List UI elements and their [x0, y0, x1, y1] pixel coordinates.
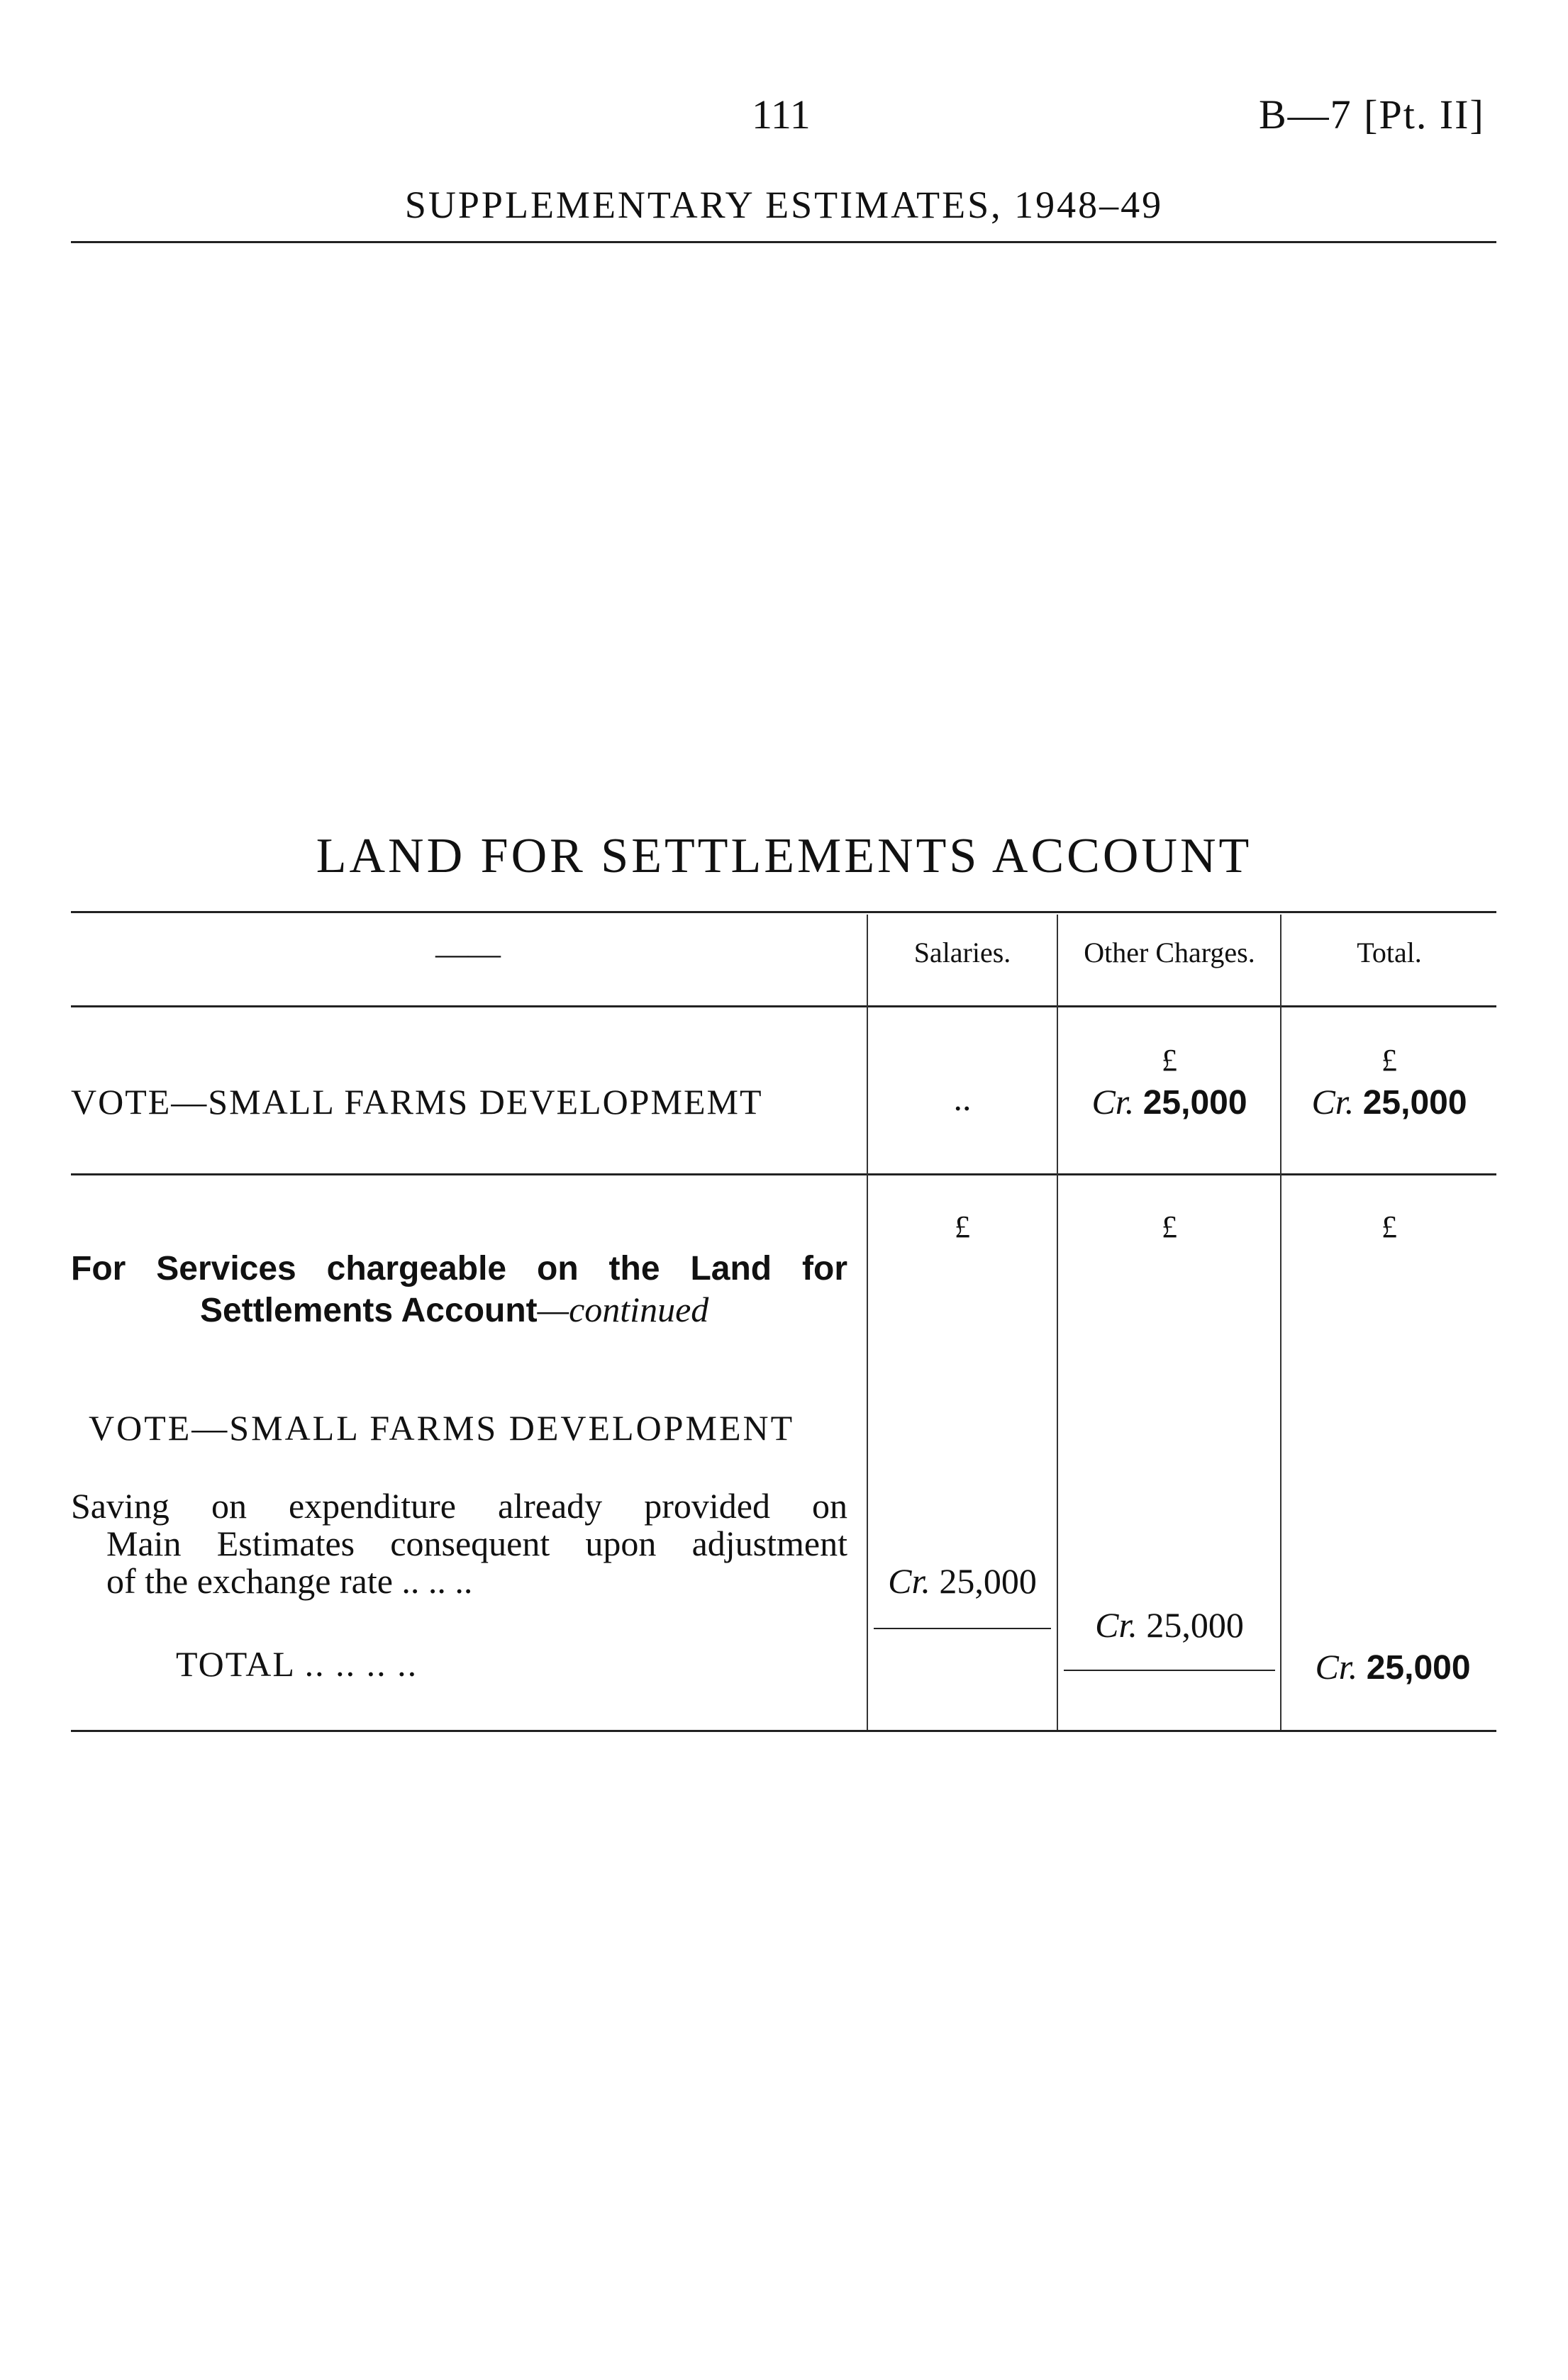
section-heading-suffix: —continued: [537, 1290, 709, 1329]
summary-salaries-value: ..: [953, 1078, 972, 1118]
amount: 25,000: [1142, 1084, 1247, 1122]
table-top-rule: [71, 911, 1496, 913]
other-charges-column-header: Other Charges.: [1084, 937, 1255, 968]
summary-row-rule: [71, 1173, 1496, 1175]
credit-prefix: Cr.: [1315, 1647, 1358, 1687]
table-title: LAND FOR SETTLEMENTS ACCOUNT: [316, 829, 1252, 883]
credit-prefix: Cr.: [1091, 1082, 1135, 1122]
credit-prefix: Cr.: [1311, 1082, 1355, 1122]
running-head: SUPPLEMENTARY ESTIMATES, 1948–49: [404, 184, 1164, 226]
credit-prefix: Cr.: [888, 1561, 930, 1601]
item-description-line1: Saving on expenditure already provided on: [71, 1486, 847, 1526]
item-other-charges-value: [1060, 1604, 1279, 1646]
section-heading-line1: For Services chargeable on the Land for: [71, 1250, 847, 1287]
summary-other-currency: £: [1162, 1043, 1177, 1078]
table-bottom-rule: [71, 1730, 1496, 1732]
document-reference: B—7 [Pt. II]: [1259, 91, 1485, 138]
vote-label: VOTE—SMALL FARMS DEVELOPMENT: [89, 1408, 795, 1448]
column-divider: [1280, 915, 1281, 1730]
salaries-subtotal-rule: [874, 1628, 1051, 1629]
amount: 25,000: [939, 1561, 1037, 1601]
total-currency: £: [1381, 1209, 1397, 1244]
summary-row-label: VOTE—SMALL FARMS DEVELOPMEMT: [71, 1082, 763, 1122]
total-label: TOTAL .. .. .. ..: [176, 1644, 418, 1684]
credit-prefix: Cr.: [1095, 1605, 1138, 1645]
grand-total-value: [1283, 1646, 1503, 1687]
other-charges-subtotal-rule: [1064, 1670, 1275, 1671]
summary-total-value: [1283, 1081, 1496, 1122]
description-column-header: ——: [435, 935, 501, 971]
salaries-column-header: Salaries.: [913, 937, 1011, 968]
section-heading-line2: [200, 1289, 708, 1330]
summary-other-charges-value: [1060, 1081, 1279, 1122]
amount: 25,000: [1362, 1084, 1467, 1122]
amount: 25,000: [1366, 1649, 1471, 1687]
column-divider: [867, 915, 868, 1730]
header-rule: [71, 241, 1496, 243]
column-divider: [1057, 915, 1058, 1730]
other-charges-currency: £: [1162, 1209, 1177, 1244]
item-description-line3: of the exchange rate .. .. ..: [106, 1561, 473, 1601]
amount: 25,000: [1146, 1605, 1244, 1645]
salaries-currency: £: [955, 1209, 970, 1244]
total-column-header: Total.: [1357, 937, 1422, 968]
item-salaries-value: [869, 1560, 1055, 1602]
section-heading-title: Settlements Account: [200, 1292, 538, 1329]
column-head-rule: [71, 1005, 1496, 1007]
summary-total-currency: £: [1381, 1043, 1397, 1078]
item-description-line2: Main Estimates consequent upon adjustment: [106, 1524, 847, 1563]
page-number: 111: [752, 91, 811, 138]
